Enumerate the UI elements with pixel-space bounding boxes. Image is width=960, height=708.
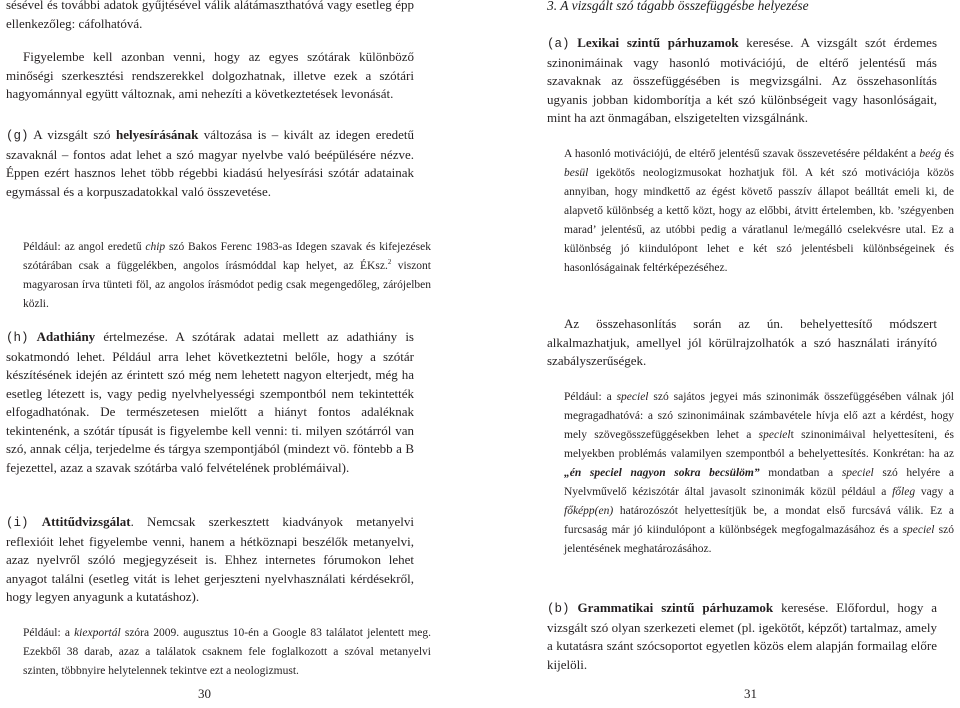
paragraph-figyelembe: Figyelembe kell azonban venni, hogy az egyes szótárak különböző minőségi szerkesztési rendszerekkel dolgozhatnak, illetve ezek a szótári hagyománnyal együtt változnak, ami nehezíti a következtetések levonását. <box>6 49 414 101</box>
section-heading: 3. A vizsgált szó tágabb összefüggésbe helyezése <box>547 0 809 13</box>
example-a1: A hasonló motivációjú, de eltérő jelentésű szavak összevetésére példaként a beég és besül igekötős neologizmusokat hozhatjuk föl. A két szó motivációja közös annyiban, hogy mindkettő az égést követő passzív állapot beálltát emeli ki, de alapvető különbség a kettő közt, hogy az előbbi, átvitt értelemben, kb. ’szégyenben marad’ jelentésű, az utóbbi pedig a váratlanul le/megálló cselekvésre utal. Ez a különbség jó kiindulópont lehet e két szó jelentésbeli különbségeinek és hasonlóságainak feltérképezéséhez. <box>564 148 954 274</box>
paragraph-h: (h) Adathiány értelmezése. A szótárak adatai mellett az adathiány is sokatmondó lehet. Például arra lehet következtetni belőle, hogy a szótár készítésének idején az érintett szó még nem lehetett nagyon elterjedt, még ha esetleg létezett is, vagy pedig nyelvhelyességi szempontból nem tekintették elfogadhatónak. De természetesen mielőtt a hiányt fontos adaléknak tekintenénk, a szótár típusát is figyelembe kell venni: ti. milyen szótárról van szó, annak célja, terjedelme és tárgya szempontjából (mindezt vö. föntebb a B fejezettel, azaz a szavak szótárba való felvételének problémáival). <box>6 329 414 475</box>
term-lexikai: Lexikai szintű párhuzamok <box>577 35 739 50</box>
paragraph-a: (a) Lexikai szintű párhuzamok keresése. A vizsgált szót érdemes szinonimáinak vagy hasonló motivációjú, de eltérő jelentésű más szavaknak az összefüggésében is megvizsgálni. Az összehasonlítás ugyanis jobban kidomborítja a két szó különbségeit vagy hasonlóságait, mint ha azt önmagában, elszigetelten vizsgálnánk. <box>547 35 938 125</box>
term-adathiany: Adathiány <box>36 329 96 344</box>
right-page <box>480 0 960 708</box>
paragraph-top: sésével és további adatok gyűjtésével válik alátámaszthatóvá vagy esetleg épp ellenkezőleg: cáfolhatóvá. <box>6 0 414 31</box>
item-label-b: (b) <box>547 602 570 616</box>
example-g: Például: az angol eredetű chip szó Bakos Ferenc 1983-as Idegen szavak és kifejezések szótárában csak a függelékben, angolos írásmóddal kap helyet, az ÉKsz.$^2$ viszont magyarosan írva tünteti föl, az angolos írásmódot pedig csak megengedőleg, zárójelben közli. <box>23 241 431 310</box>
page-number-left: 30 <box>198 686 211 701</box>
term-grammatikai: Grammatikai szintű párhuzamok <box>577 600 774 615</box>
term-attitud: Attitűdvizsgálat <box>41 514 131 529</box>
term-helyesiras: helyesírásának <box>116 127 199 142</box>
item-label-i: (i) <box>6 516 29 530</box>
example-i: Például: a kiexportál szóra 2009. augusztus 10-én a Google 83 találatot jelentett meg. Ezekből 38 darab, azaz a találatok csaknem fele foglalkozott a szóval metanyelvi szinten, többnyire helytelennek tekintve ezt a neologizmust. <box>23 627 431 677</box>
item-label-h: (h) <box>6 331 29 345</box>
page-number-right: 31 <box>744 686 757 701</box>
item-label-a: (a) <box>547 37 570 51</box>
paragraph-osszehasonlitas: Az összehasonlítás során az ún. behelyettesítő módszert alkalmazhatjuk, amellyel jól körülrajzolhatók a szó használati irányító szabályszerűségek. <box>547 316 937 368</box>
paragraph-i: (i) Attitűdvizsgálat. Nemcsak szerkesztett kiadványok metanyelvi reflexióit lehet figyelembe venni, hanem a hétköznapi beszélők metanyelvi, azaz nyelvről szóló megjegyzéseit is. Ehhez internetes fórumokon lehet anyagot találni (esetleg vitát is lehet gerjeszteni nyelvhasználati kérdésekről, hogy legyen anyagunk a kutatáshoz). <box>6 514 414 604</box>
item-label-g: (g) <box>6 129 29 143</box>
paragraph-b: (b) Grammatikai szintű párhuzamok keresése. Előfordul, hogy a vizsgált szó olyan szerkezeti elemet (pl. igekötőt, képzőt) tartalmaz, amely a kutatásra szánt szócsoportot egyetlen közös elem alapján formailag előre kijelöli. <box>547 600 938 672</box>
example-a2: Például: a speciel szó sajátos jegyei más szinonimák összefüggésében válnak jól megragadhatóvá: a szó szinonimáinak számbavétele hívja elő azt a kérdést, hogy mely szövegösszefüggésekben lehet a specielt szinonimáival helyettesíteni, és melyekben problémás valamilyen szempontból a behelyettesítés. Konkrétan: ha az „én speciel nagyon sokra becsülöm” mondatban a speciel szó helyére a Nyelvművelő kéziszótár által javasolt szinonimák közül például a főleg vagy a főképp(en) határozószót helyettesítjük be, a mondat első furcsává válik. Ez a furcsaság már jó kiindulópont a különbségek megfogalmazásához és a speciel szó jelentésének meghatározásához. <box>564 391 955 555</box>
paragraph-g: (g) A vizsgált szó helyesírásának változása is – kivált az idegen eredetű szavaknál – fontos adat lehet a szó magyar nyelvbe való beépülésére nézve. Éppen ezért hasznos lehet több régebbi kiadású helyesírási szótár adatainak egymással és a korpuszadatokkal való összevetése. <box>6 127 414 199</box>
